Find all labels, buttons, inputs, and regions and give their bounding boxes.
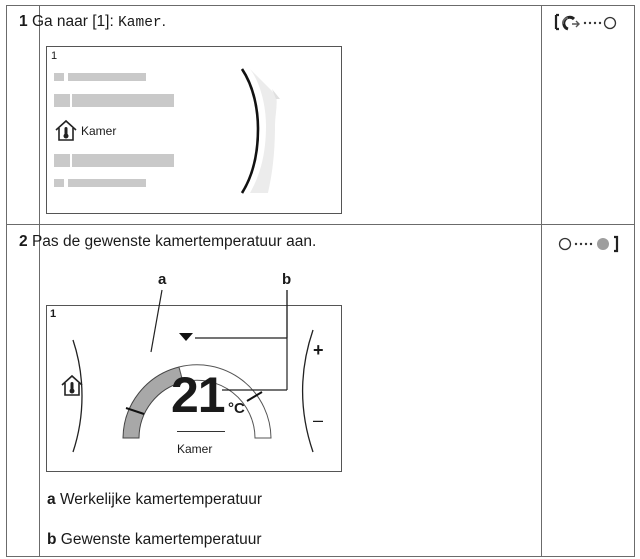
zone-label: Kamer (177, 442, 213, 456)
legend-text-b: Gewenste kamertemperatuur (60, 531, 262, 548)
screen-number: 1 (50, 308, 57, 320)
screen-number: 1 (51, 50, 58, 62)
step-2-number: 2 (19, 233, 28, 250)
legend-key-a: a (47, 491, 56, 508)
legend-item-a (47, 491, 262, 509)
decrease-temperature-button[interactable]: – (313, 410, 324, 430)
temperature-value: 21 (171, 367, 225, 423)
legend-key-b: b (47, 531, 57, 548)
step-1-text-end: . (161, 13, 166, 30)
legend-item-b (47, 531, 262, 549)
menu-item-kamer: Kamer (81, 124, 117, 138)
legend-text-a: Werkelijke kamertemperatuur (59, 491, 263, 508)
callout-b-label: b (282, 271, 292, 288)
step-1-text: Ga naar [1]: (31, 13, 119, 30)
increase-temperature-button[interactable]: + (313, 340, 324, 360)
step-2-text: Pas de gewenste kamertemperatuur aan. (31, 233, 317, 250)
step-1-number: 1 (19, 13, 28, 30)
callout-a-label: a (158, 271, 167, 288)
temperature-unit: °C (228, 400, 245, 417)
step-1-menu-code: Kamer (118, 15, 162, 31)
